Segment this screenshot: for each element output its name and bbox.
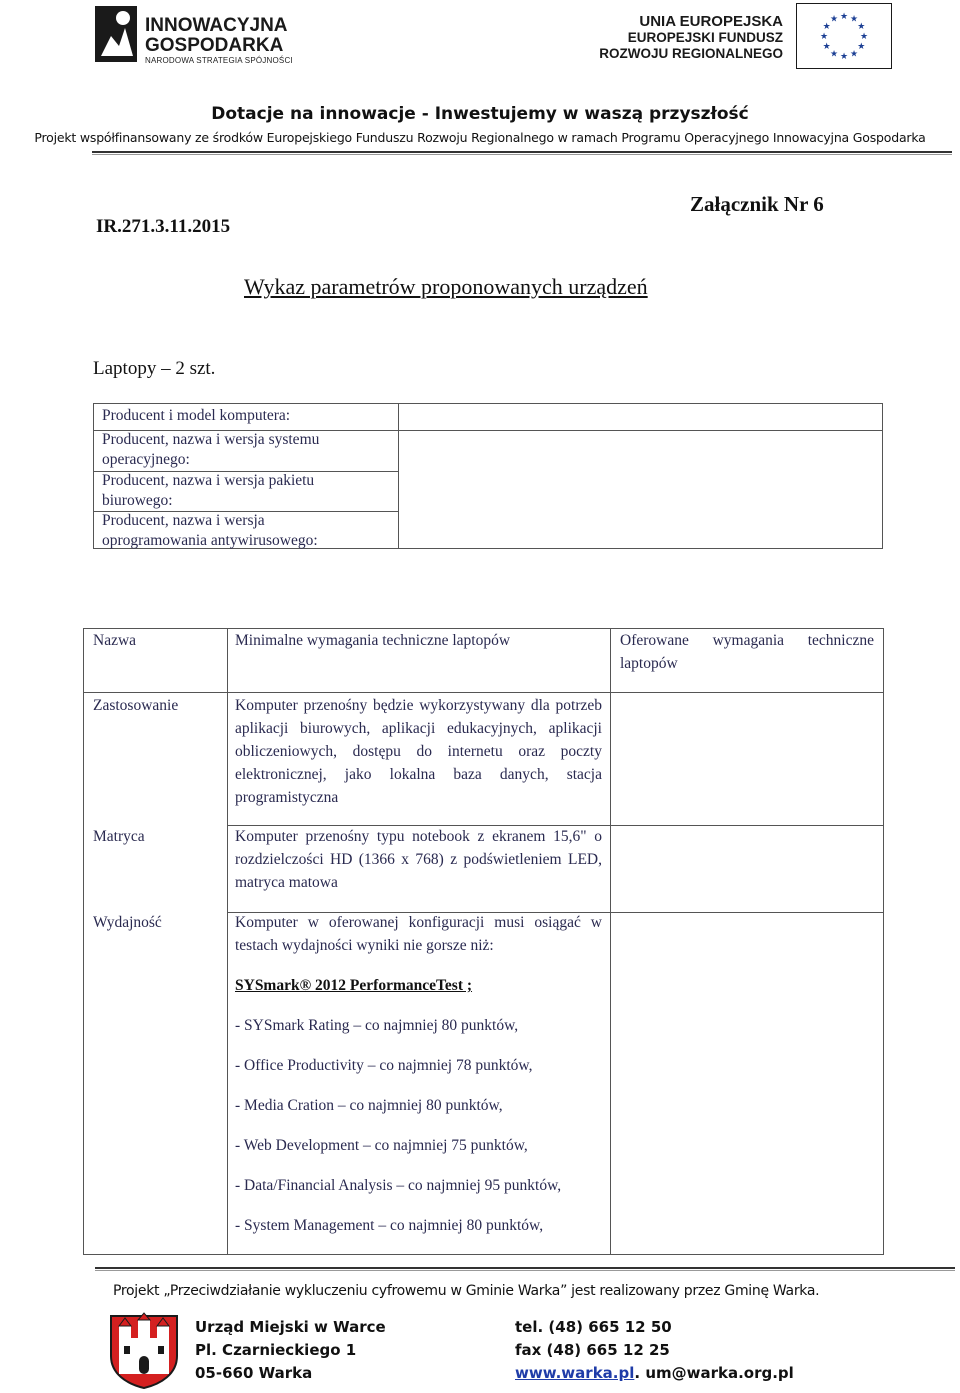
eu-flag-icon — [796, 3, 892, 69]
footer-city: 05-660 Warka — [195, 1364, 313, 1382]
document-title: Wykaz parametrów proponowanych urządzeń — [244, 274, 648, 299]
eu-star-icon: ★ — [857, 22, 866, 32]
eu-star-icon: ★ — [849, 49, 859, 60]
eu-star-icon: ★ — [829, 14, 839, 25]
benchmark-name: SYSmark® 2012 PerformanceTest ; — [235, 977, 473, 994]
offer-form-table — [93, 403, 883, 549]
benchmark-item: - Data/Financial Analysis – co najmniej 95 punktów, — [235, 1177, 562, 1194]
header-title: Dotacje na innowacje - Inwestujemy w waszą przyszłość — [211, 104, 749, 124]
footer-fax: fax (48) 665 12 25 — [515, 1341, 670, 1359]
header-name: Nazwa — [93, 632, 137, 649]
annex-label: Załącznik Nr 6 — [690, 192, 824, 216]
footer-project-note: Projekt „Przeciwdziałanie wykluczeniu cyfrowemu w Gminie Warka” jest realizowany przez Gminę Warka. — [113, 1283, 820, 1299]
row-name-display: Matryca — [93, 828, 145, 845]
header-offered: Oferowane wymagania techniczne — [620, 632, 874, 649]
eu-star-icon: ★ — [822, 42, 831, 52]
eu-star-icon: ★ — [839, 52, 849, 62]
benchmark-item: - SYSmark Rating – co najmniej 80 punktów, — [235, 1017, 519, 1034]
eu-star-icon: ★ — [829, 49, 839, 60]
row-text-performance: Komputer w oferowanej konfiguracji musi osiągać w testach wydajności wyniki nie gorsze niż: — [235, 914, 602, 954]
ig-line2: GOSPODARKA — [145, 35, 284, 56]
row-name-performance: Wydajność — [93, 914, 162, 931]
row-text-usage: Komputer przenośny będzie wykorzystywany dla potrzeb aplikacji biurowych, aplikacji edukacyjnych, aplikacji obliczeniowych, dostępu do internetu oraz poczty elektronicznej, jako lokalna baza danych, stacja programistyczna — [235, 697, 602, 806]
form-label-office: Producent, nazwa i wersja pakietu — [102, 472, 315, 489]
header-min-requirements: Minimalne wymagania techniczne laptopów — [235, 632, 511, 649]
ig-emblem-icon — [95, 6, 137, 62]
footer-email[interactable]: um@warka.org.pl — [645, 1364, 794, 1382]
warka-crest-icon — [107, 1312, 181, 1390]
form-label-antivirus-cont: oprogramowania antywirusowego: — [102, 532, 318, 549]
benchmark-item: - Office Productivity – co najmniej 78 punktów, — [235, 1057, 533, 1074]
eu-star-icon: ★ — [857, 42, 866, 52]
item-heading: Laptopy – 2 szt. — [93, 358, 216, 379]
form-input-software[interactable] — [400, 431, 882, 547]
eu-line3: ROZWOJU REGIONALNEGO — [599, 46, 783, 61]
reference-number: IR.271.3.11.2015 — [96, 216, 231, 237]
form-label-office-cont: biurowego: — [102, 492, 173, 509]
offered-usage-cell[interactable] — [611, 693, 883, 825]
eu-star-icon: ★ — [839, 12, 849, 22]
row-name-usage: Zastosowanie — [93, 697, 179, 714]
eu-star-icon: ★ — [859, 32, 869, 42]
eu-line1: UNIA EUROPEJSKA — [639, 13, 783, 30]
header-rule-thin — [92, 154, 952, 155]
header-rule — [92, 151, 952, 153]
ig-tagline: NARODOWA STRATEGIA SPÓJNOŚCI — [145, 56, 293, 65]
eu-star-icon: ★ — [819, 32, 829, 42]
footer-street: Pl. Czarnieckiego 1 — [195, 1341, 357, 1359]
eu-star-icon: ★ — [822, 22, 831, 32]
form-label-os: Producent, nazwa i wersja systemu — [102, 431, 320, 448]
eu-line2: EUROPEJSKI FUNDUSZ — [627, 30, 783, 45]
form-label-antivirus: Producent, nazwa i wersja — [102, 512, 265, 529]
col-divider — [227, 629, 228, 1254]
header-subtitle: Projekt współfinansowany ze środków Europejskiego Funduszu Rozwoju Regionalnego w ramach Programu Operacyjnego Innowacyjna Gospodarka — [34, 130, 926, 145]
benchmark-item: - System Management – co najmniej 80 punktów, — [235, 1217, 544, 1234]
footer-rule-thin — [95, 1270, 955, 1271]
requirements-table — [83, 628, 884, 1255]
form-input-model[interactable] — [400, 405, 882, 429]
footer-sep: . — [634, 1364, 641, 1382]
ig-line1: INNOWACYJNA — [145, 15, 288, 36]
footer-www-link[interactable]: www.warka.pl — [515, 1364, 635, 1382]
footer-contact-links — [515, 1362, 794, 1385]
offered-display-cell[interactable] — [611, 826, 883, 912]
header-offered-cont: laptopów — [620, 655, 678, 672]
row-text-display: Komputer przenośny typu notebook z ekranem 15,6" o rozdzielczości HD (1366 x 768) z podświetleniem LED, matryca matowa — [235, 828, 602, 891]
footer-office: Urząd Miejski w Warce — [195, 1318, 386, 1336]
offered-performance-cell[interactable] — [611, 913, 883, 1254]
benchmark-item: - Media Cration – co najmniej 80 punktów, — [235, 1097, 503, 1114]
footer-tel: tel. (48) 665 12 50 — [515, 1318, 672, 1336]
innowacyjna-gospodarka-logo — [95, 6, 295, 66]
footer-rule — [95, 1267, 955, 1269]
form-label-os-cont: operacyjnego: — [102, 451, 190, 468]
form-label-model: Producent i model komputera: — [102, 407, 291, 424]
benchmark-item: - Web Development – co najmniej 75 punktów, — [235, 1137, 528, 1154]
eu-star-icon: ★ — [849, 14, 859, 25]
